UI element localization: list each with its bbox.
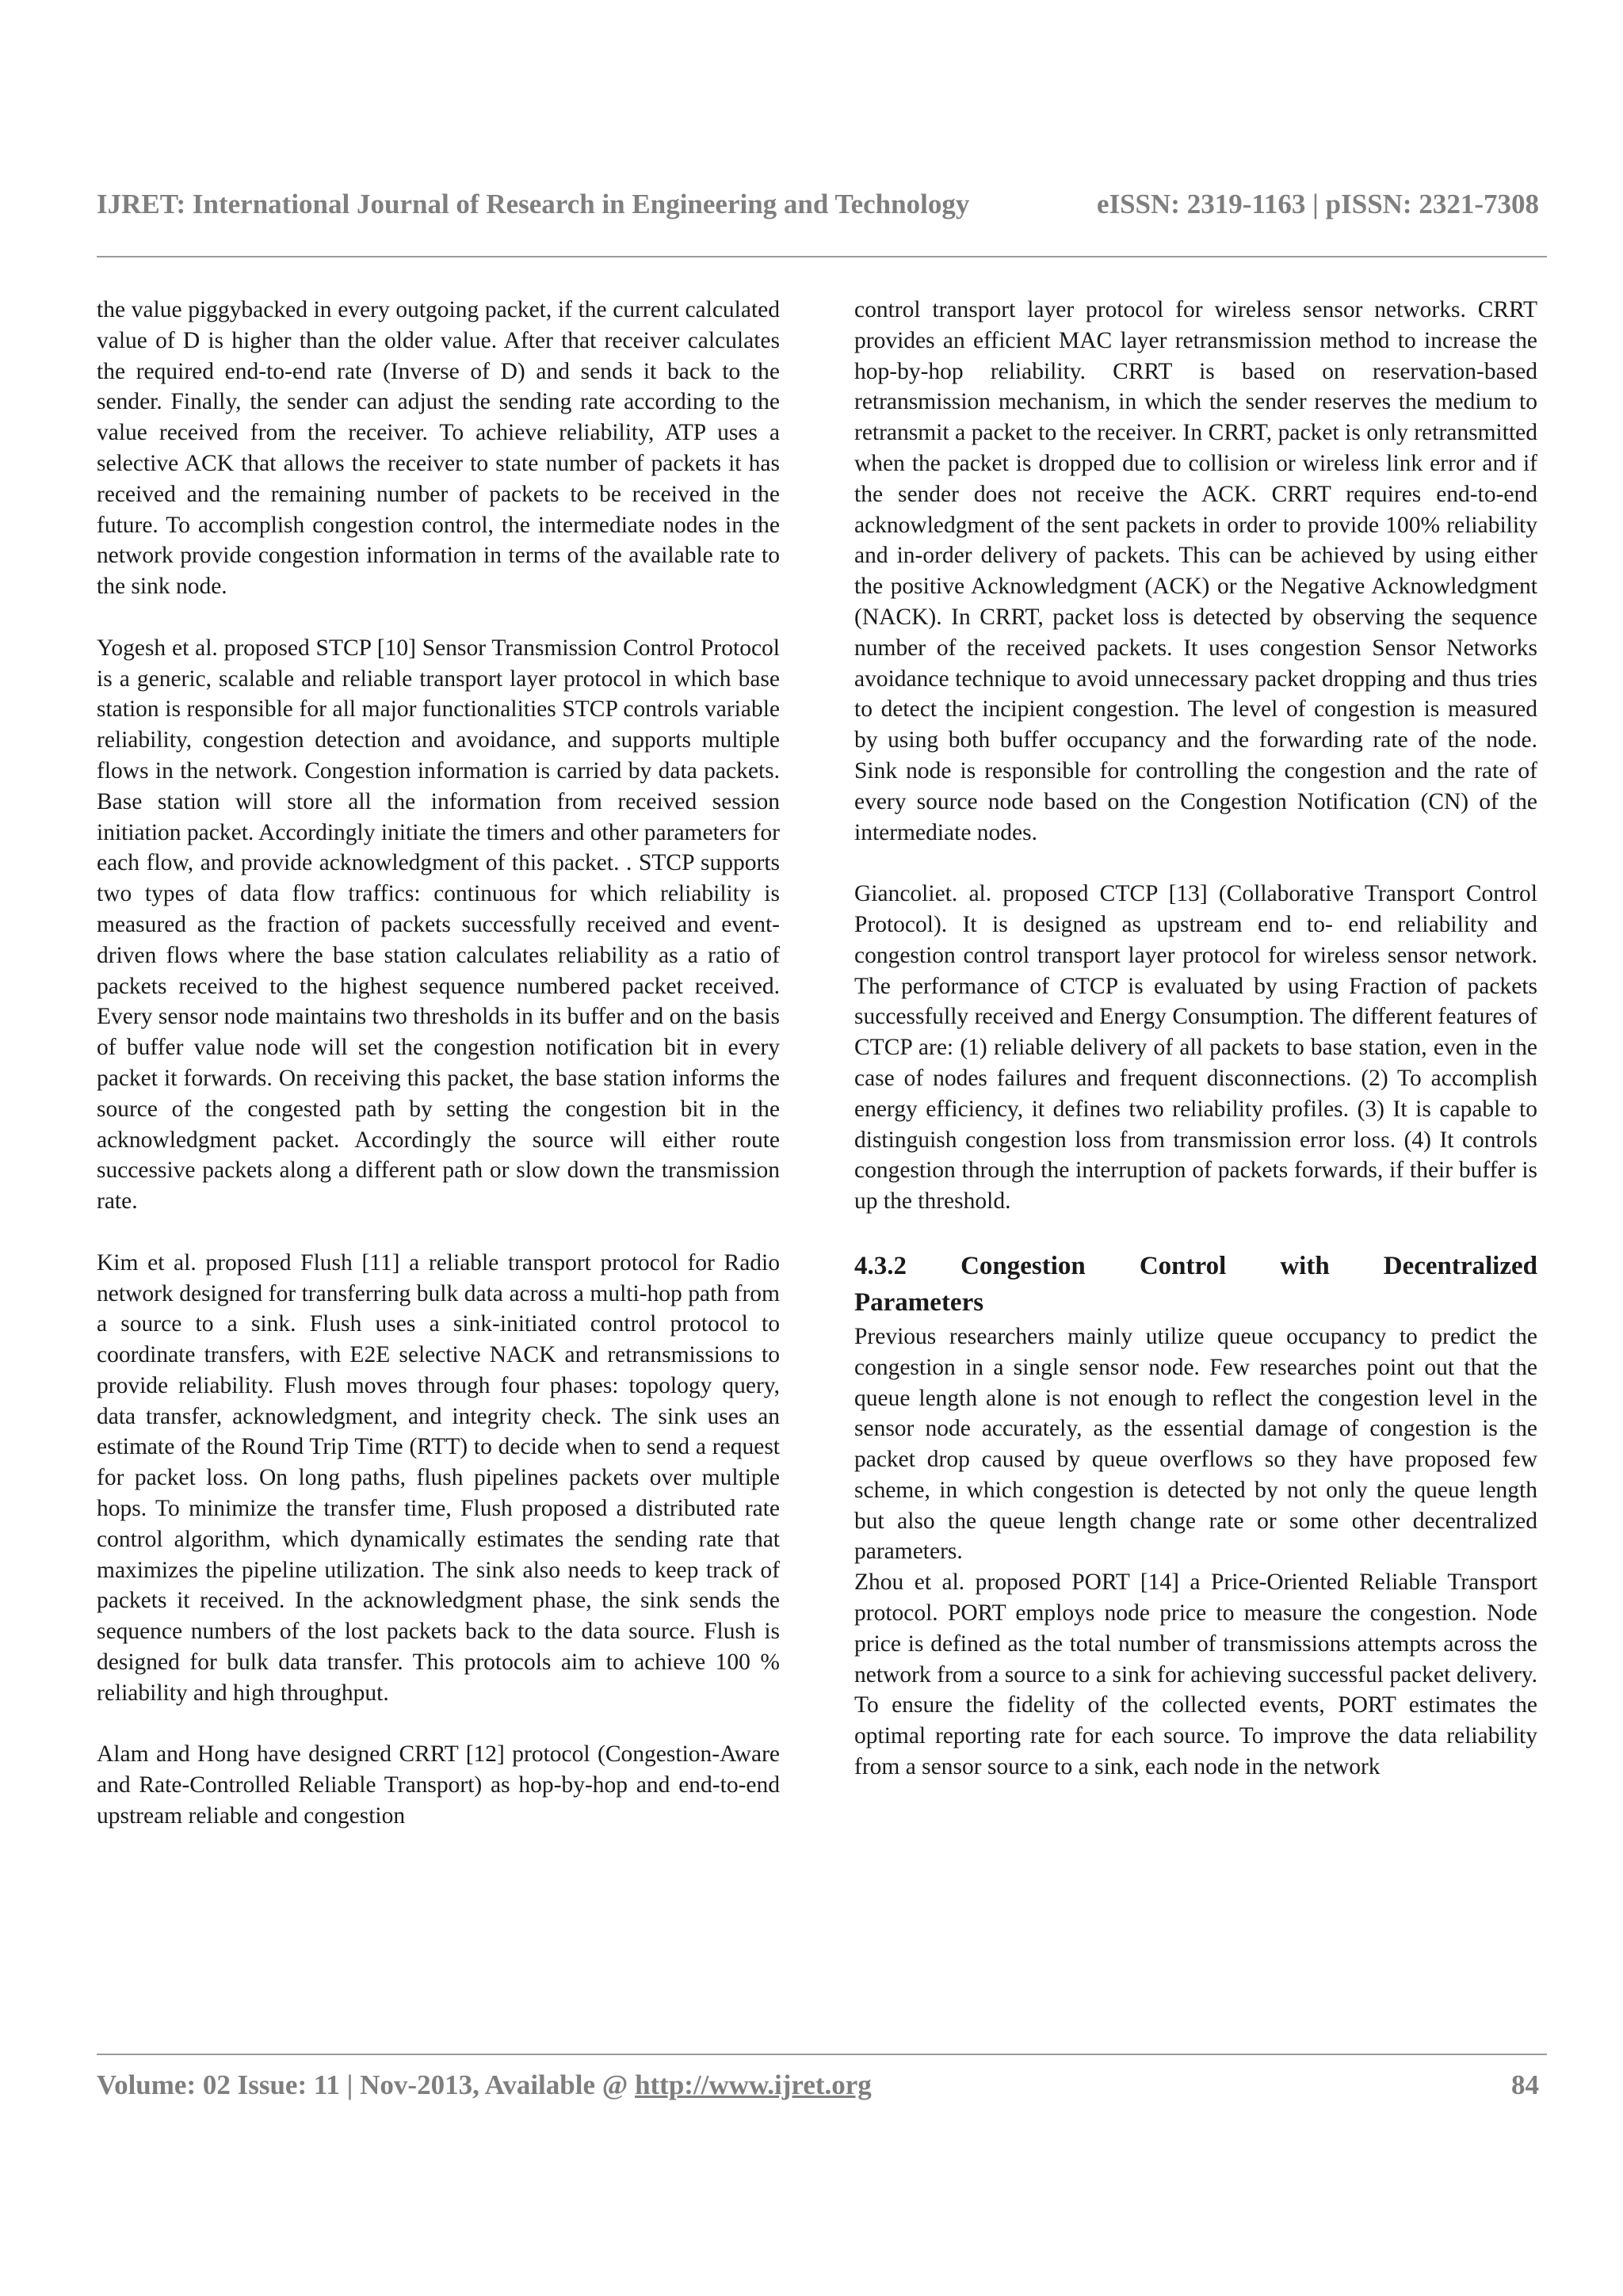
paragraph-atp: the value piggybacked in every outgoing packet, if the current calculated value of D is higher than the older value. After that receiver calculates the required end-to-end rate (Inverse of D) and sends it back to the sender. Finally, the sender can adjust the sending rate according to the value received from the receiver. To achieve reliability, ATP uses a selective ACK that allows the receiver to state number of packets it has received and the remaining number of packets to be received in the future. To accomplish congestion control, the intermediate nodes in the network provide congestion information in terms of the available rate to the sink node. xyxy=(97,297,780,600)
header-divider xyxy=(97,256,1547,257)
journal-link[interactable]: http://www.ijret.org xyxy=(635,2069,872,2100)
paragraph-ctcp: Giancoliet. al. proposed CTCP [13] (Collaborative Transport Control Protocol). It is designed as upstream end to- end reliability and congestion control transport layer protocol for wireless sensor network. The performance of CTCP is evaluated by using Fraction of packets successfully received and Energy Consumption. The different features of CTCP are: (1) reliable delivery of all packets to base station, even in the case of nodes failures and frequent disconnections. (2) To accomplish energy efficiency, it defines two reliability profiles. (3) It is capable to distinguish congestion loss from transmission error loss. (4) It controls congestion through the interruption of packets forwards, if their buffer is up the threshold. xyxy=(854,881,1537,1215)
footer-volume xyxy=(97,2069,872,2101)
paragraph-stcp: Yogesh et al. proposed STCP [10] Sensor Transmission Control Protocol is a generic, scalable and reliable transport layer protocol in which base station is responsible for all major functionalities STCP controls variable reliability, congestion detection and avoidance, and supports multiple flows in the network. Congestion information is carried by data packets. Base station will store all the information from received session initiation packet. Accordingly initiate the timers and other parameters for each flow, and provide acknowledgment of this packet. . STCP supports two types of data flow traffics: continuous for which reliability is measured as the fraction of packets successfully received and event-driven flows where the base station calculates reliability as a ratio of packets received to the highest sequence numbered packet received. Every sensor node maintains two thresholds in its buffer and on the basis of buffer value node will set the congestion notification bit in every packet it forwards. On receiving this packet, the base station informs the source of the congested path by setting the congestion bit in the acknowledgment packet. Accordingly the source will either route successive packets along a different path or slow down the transmission rate. xyxy=(97,635,780,1215)
page-number: 84 xyxy=(1511,2069,1539,2100)
journal-title: IJRET: International Journal of Research in Engineering and Technology xyxy=(97,189,970,219)
section-heading-line2: Parameters xyxy=(854,1287,984,1317)
paragraph-decentralized: Previous researchers mainly utilize queue occupancy to predict the congestion in a single sensor node. Few researches point out that the queue length alone is not enough to reflect the congestion level in the sensor node accurately, as the essential damage of congestion is the packet drop caused by queue overflows so they have proposed few scheme, in which congestion is detected by not only the queue length but also the queue length change rate or some other decentralized parameters. xyxy=(854,1323,1537,1565)
left-column xyxy=(97,295,780,1998)
heading-word: Congestion xyxy=(960,1251,1086,1280)
footer-divider xyxy=(97,2054,1547,2055)
paragraph-crrt: Alam and Hong have designed CRRT [12] protocol (Congestion-Aware and Rate-Controlled Reliable Transport) as hop-by-hop and end-to-end upstream reliable and congestion xyxy=(97,1741,780,1829)
running-header xyxy=(97,189,1539,220)
issn-info: eISSN: 2319-1163 | pISSN: 2321-7308 xyxy=(1096,189,1539,219)
paragraph-flush: Kim et al. proposed Flush [11] a reliable transport protocol for Radio network designed for transferring bulk data across a multi-hop path from a source to a sink. Flush uses a sink-initiated control protocol to coordinate transfers, with E2E selective NACK and retransmissions to provide reliability. Flush moves through four phases: topology query, data transfer, acknowledgment, and integrity check. The sink uses an estimate of the Round Trip Time (RTT) to decide when to send a request for packet loss. On long paths, flush pipelines packets over multiple hops. To minimize the transfer time, Flush proposed a distributed rate control algorithm, which dynamically estimates the sending rate that maximizes the pipeline utilization. The sink also needs to keep track of packets it received. In the acknowledgment phase, the sink sends the sequence numbers of the lost packets back to the data source. Flush is designed for bulk data transfer. This protocols aim to achieve 100 % reliability and high throughput. xyxy=(97,1249,780,1706)
section-heading xyxy=(854,1247,1537,1285)
heading-word: with xyxy=(1280,1251,1330,1280)
volume-text: Volume: 02 Issue: 11 | Nov-2013, Available @ xyxy=(97,2069,636,2100)
section-number: 4.3.2 xyxy=(854,1251,907,1280)
running-footer xyxy=(97,2069,1539,2101)
heading-word: Decentralized xyxy=(1383,1251,1537,1280)
right-column xyxy=(854,295,1537,1998)
paragraph-port: Zhou et al. proposed PORT [14] a Price-Oriented Reliable Transport protocol. PORT employs node price to measure the congestion. Node price is defined as the total number of transmissions attempts across the network from a source to a sink for achieving successful packet delivery. To ensure the fidelity of the collected events, PORT estimates the optimal reporting rate for each source. To improve the data reliability from a sensor source to a sink, each node in the network xyxy=(854,1569,1537,1780)
paragraph-crrt-continued: control transport layer protocol for wireless sensor networks. CRRT provides an efficient MAC layer retransmission method to increase the hop-by-hop reliability. CRRT is based on reservation-based retransmission mechanism, in which the sender reserves the medium to retransmit a packet to the receiver. In CRRT, packet is only retransmitted when the packet is dropped due to collision or wireless link error and if the sender does not receive the ACK. CRRT requires end-to-end acknowledgment of the sent packets in order to provide 100% reliability and in-order delivery of packets. This can be achieved by using either the positive Acknowledgment (ACK) or the Negative Acknowledgment (NACK). In CRRT, packet loss is detected by observing the sequence number of the received packets. It uses congestion Sensor Networks avoidance technique to avoid unnecessary packet dropping and thus tries to detect the incipient congestion. The level of congestion is measured by using both buffer occupancy and the forwarding rate of the node. Sink node is responsible for controlling the congestion and the rate of every source node based on the Congestion Notification (CN) of the intermediate nodes. xyxy=(854,297,1537,845)
heading-word: Control xyxy=(1139,1251,1227,1280)
